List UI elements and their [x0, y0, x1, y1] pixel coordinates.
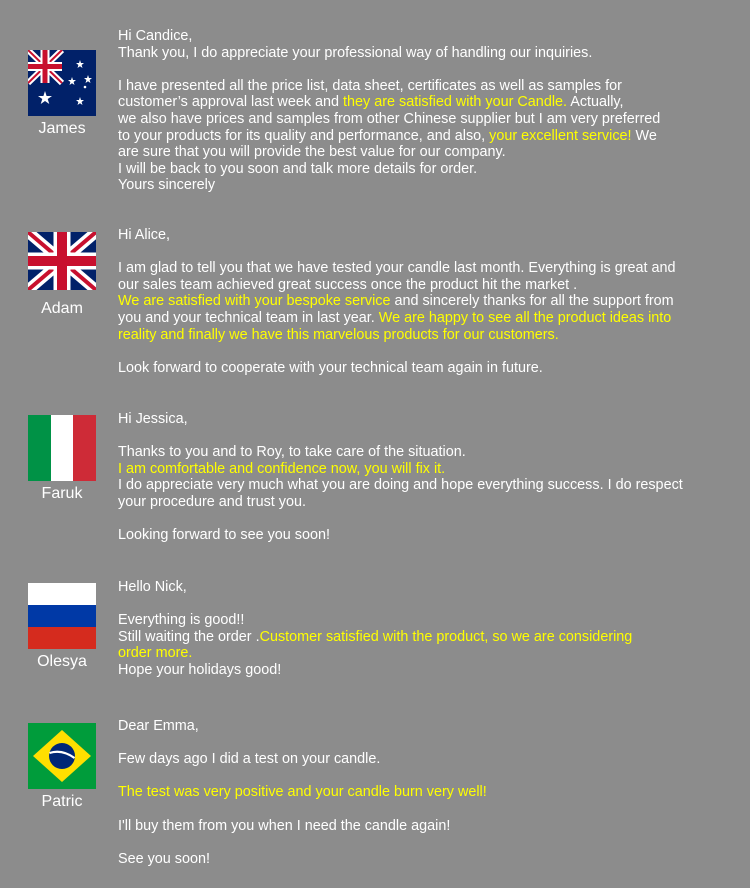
message-line [118, 818, 728, 835]
message-text: Everything is good!! [118, 612, 245, 629]
message-text: I have presented all the price list, data sheet, certificates as well as samples for [118, 77, 622, 94]
message-text: to your products for its quality and performance, and also, [118, 127, 490, 144]
message-line [118, 718, 728, 735]
message-line [118, 360, 728, 377]
message-text: customer’s approval last week and [118, 94, 344, 111]
testimonial-message [118, 579, 728, 679]
message-text: our sales team achieved great success once the product hit the market . [118, 276, 578, 293]
message-text: Thank you, I do appreciate your professional way of handling our inquiries. [118, 44, 593, 61]
message-line [118, 444, 728, 461]
message-text: Hi Candice, [118, 28, 193, 44]
message-line [118, 45, 728, 62]
message-line [118, 343, 728, 360]
message-line [118, 144, 728, 161]
message-line [118, 662, 728, 679]
customer-name: Faruk [41, 485, 83, 502]
message-text: you and your technical team in last year. [118, 309, 379, 326]
message-line [118, 244, 728, 261]
message-text: your procedure and trust you. [118, 493, 306, 510]
testimonial-message [118, 411, 728, 544]
message-text: Hope your holidays good! [118, 661, 282, 678]
message-line [118, 94, 728, 111]
message-line [118, 851, 728, 868]
message-text: Looking forward to see you soon! [118, 527, 330, 544]
message-line [118, 293, 728, 310]
message-line [118, 579, 728, 596]
message-text: Hi Jessica, [118, 411, 188, 427]
message-line [118, 128, 728, 145]
message-text: Look forward to cooperate with your technical team again in future. [118, 359, 543, 376]
message-line [118, 227, 728, 244]
message-line [118, 428, 728, 445]
message-line [118, 461, 728, 478]
message-line [118, 645, 728, 662]
message-line [118, 629, 728, 646]
highlighted-text: The test was very positive and your candle burn very well! [118, 784, 487, 801]
message-text: Few days ago I did a test on your candle. [118, 751, 381, 768]
message-line [118, 511, 728, 528]
highlighted-text: order more. [118, 645, 193, 662]
message-line [118, 28, 728, 45]
message-line [118, 735, 728, 752]
message-line [118, 260, 728, 277]
message-text: Actually, [567, 94, 624, 111]
message-line [118, 527, 728, 544]
italy-flag-icon [28, 415, 96, 481]
testimonial-message [118, 28, 728, 194]
highlighted-text: We are happy to see all the product ideas into [378, 309, 672, 326]
message-line [118, 494, 728, 511]
customer-name: James [38, 120, 86, 137]
message-text: we also have prices and samples from other Chinese supplier but I am very preferred [118, 110, 661, 127]
highlighted-text: I am comfortable and confidence now, you will fix it. [118, 460, 446, 477]
united-kingdom-flag-icon [28, 232, 96, 290]
testimonial-message [118, 227, 728, 376]
highlighted-text: reality and finally we have this marvelous products for our customers. [118, 326, 559, 343]
message-text: I'll buy them from you when I need the candle again! [118, 817, 451, 834]
message-line [118, 78, 728, 95]
message-line [118, 834, 728, 851]
brazil-flag-icon [28, 723, 96, 789]
message-text: We [631, 127, 657, 144]
message-text: Hello Nick, [118, 579, 187, 595]
message-text: I will be back to you soon and talk more details for order. [118, 160, 478, 177]
australia-flag-icon [28, 50, 96, 116]
message-text: Dear Emma, [118, 718, 199, 734]
message-line [118, 411, 728, 428]
message-line [118, 596, 728, 613]
message-line [118, 801, 728, 818]
message-line [118, 751, 728, 768]
message-line [118, 310, 728, 327]
highlighted-text: your excellent service! [489, 127, 632, 144]
message-text: Hi Alice, [118, 227, 170, 243]
message-line [118, 61, 728, 78]
testimonial-message [118, 718, 728, 867]
message-line [118, 477, 728, 494]
message-text: Thanks to you and to Roy, to take care of the situation. [118, 444, 466, 461]
message-line [118, 784, 728, 801]
message-text: I am glad to tell you that we have tested your candle last month. Everything is great and [118, 260, 676, 277]
message-line [118, 111, 728, 128]
customer-name: Olesya [37, 653, 87, 670]
message-line [118, 177, 728, 194]
message-line [118, 327, 728, 344]
customer-name: Patric [41, 793, 83, 810]
highlighted-text: they are satisfied with your Candle. [343, 94, 568, 111]
message-text: Yours sincerely [118, 177, 216, 194]
highlighted-text: We are satisfied with your bespoke service [118, 293, 391, 310]
message-text: See you soon! [118, 850, 211, 867]
message-text: and sincerely thanks for all the support from [390, 293, 674, 310]
highlighted-text: Customer satisfied with the product, so we are considering [259, 628, 633, 645]
message-text: Still waiting the order . [118, 628, 260, 645]
message-line [118, 612, 728, 629]
message-line [118, 768, 728, 785]
message-text: are sure that you will provide the best value for our company. [118, 144, 506, 161]
russia-flag-icon [28, 583, 96, 649]
customer-name: Adam [41, 300, 83, 317]
message-text: I do appreciate very much what you are doing and hope everything success. I do respect [118, 477, 683, 494]
message-line [118, 161, 728, 178]
message-line [118, 277, 728, 294]
